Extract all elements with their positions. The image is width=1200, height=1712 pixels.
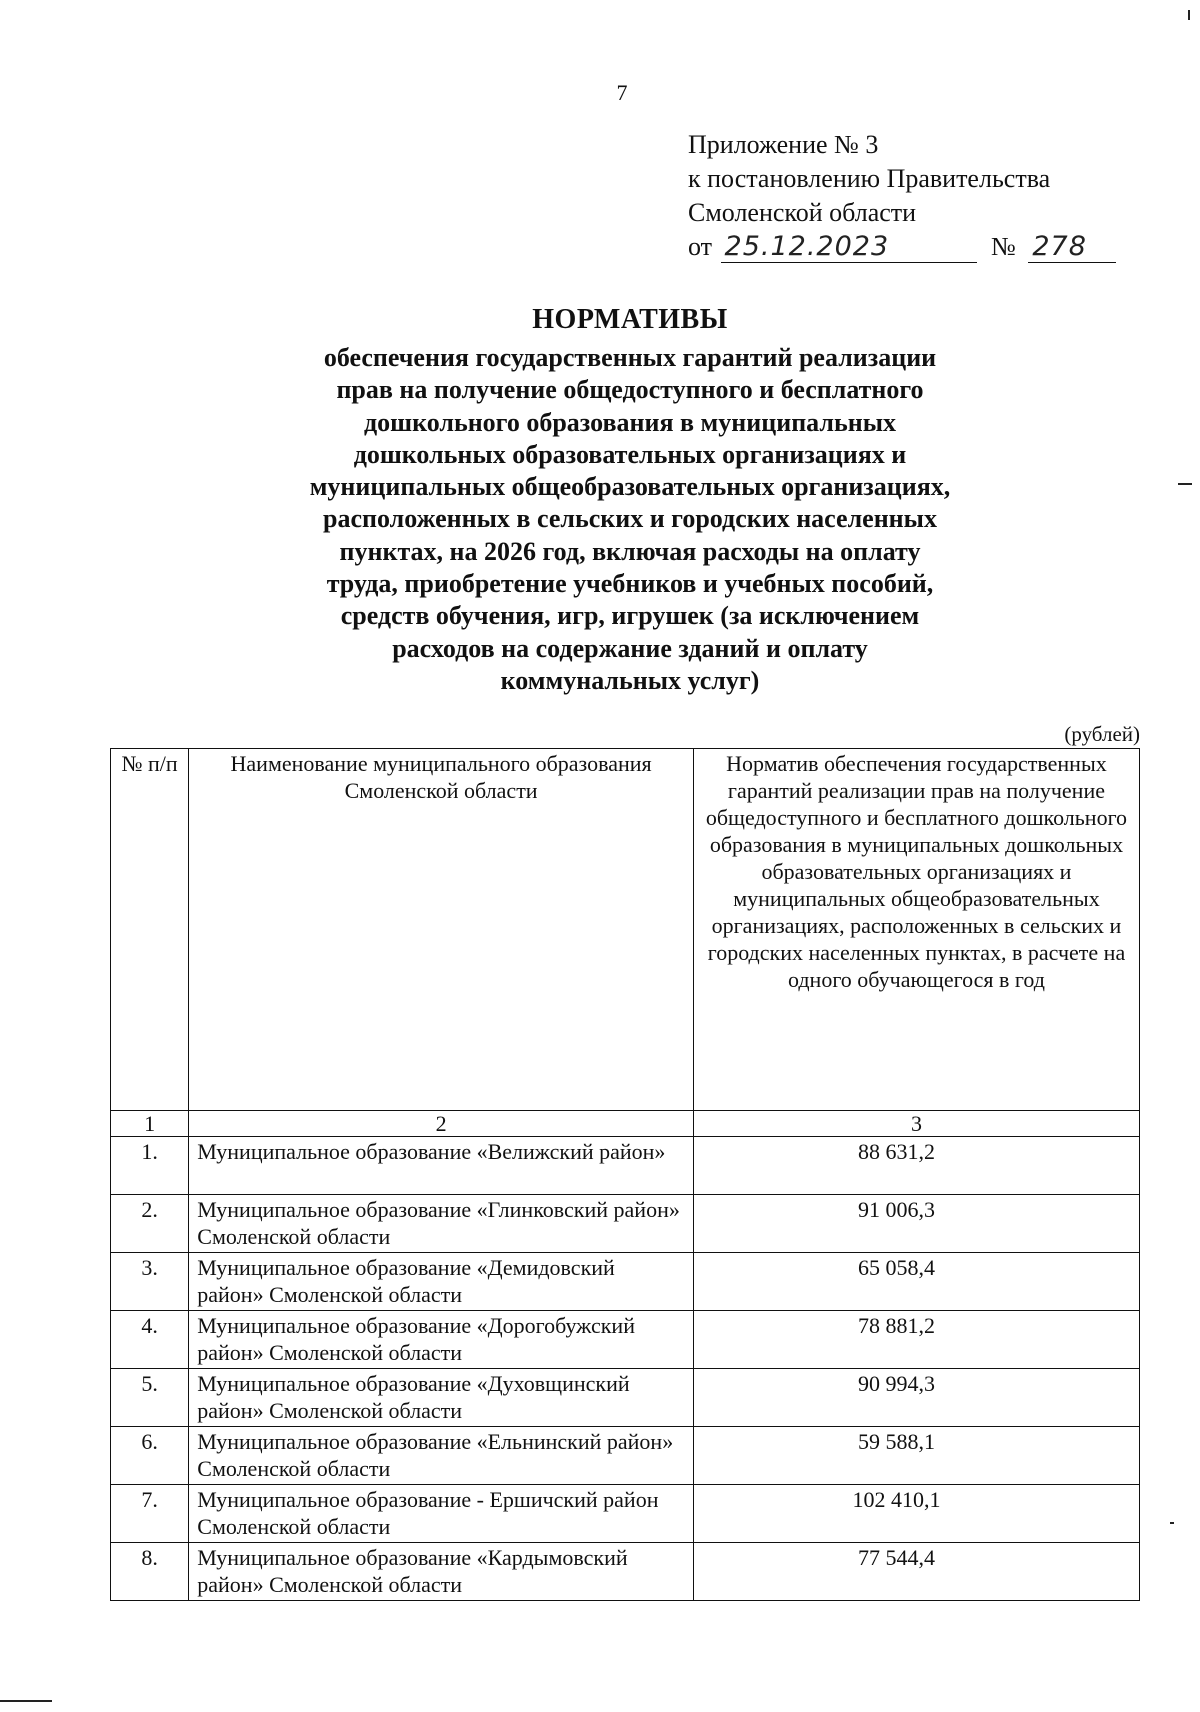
row-value: 90 994,3 <box>693 1369 1139 1427</box>
row-number: 3. <box>111 1253 189 1311</box>
norms-table <box>110 748 1140 1601</box>
title-line: дошкольного образования в муниципальных <box>363 407 897 437</box>
row-value: 88 631,2 <box>693 1137 1139 1195</box>
handwritten-number: 278 <box>1028 232 1116 263</box>
title-line: труда, приобретение учебников и учебных пособий, <box>326 569 934 599</box>
row-municipality: Муниципальное образование «Духовщинский район» Смоленской области <box>189 1369 694 1427</box>
number-sign: № <box>991 232 1016 261</box>
title-line: расположенных в сельских и городских населенных <box>323 504 937 534</box>
header-number: № п/п <box>111 749 189 1111</box>
title-line: коммунальных услуг) <box>500 665 760 695</box>
appendix-reference: к постановлению Правительства <box>688 164 1051 193</box>
row-number: 4. <box>111 1311 189 1369</box>
table-row <box>111 1543 1140 1601</box>
appendix-date-line <box>688 230 1128 264</box>
date-prefix: от <box>688 232 713 261</box>
row-municipality: Муниципальное образование «Демидовский район» Смоленской области <box>189 1253 694 1311</box>
row-municipality: Муниципальное образование «Велижский район» <box>189 1137 694 1195</box>
page-number: 7 <box>616 80 628 105</box>
appendix-title: Приложение № 3 <box>688 130 879 159</box>
title-subtitle <box>250 342 1010 697</box>
row-number: 8. <box>111 1543 189 1601</box>
scan-edge-mark <box>0 1700 52 1702</box>
document-title <box>250 302 1010 697</box>
index-cell: 2 <box>189 1111 694 1137</box>
handwritten-date: 25.12.2023 <box>721 232 977 263</box>
title-line: муниципальных общеобразовательных организациях, <box>309 472 951 502</box>
row-number: 5. <box>111 1369 189 1427</box>
row-municipality: Муниципальное образование - Ершичский район Смоленской области <box>189 1485 694 1543</box>
row-value: 77 544,4 <box>693 1543 1139 1601</box>
table-row <box>111 1369 1140 1427</box>
row-value: 91 006,3 <box>693 1195 1139 1253</box>
row-value: 59 588,1 <box>693 1427 1139 1485</box>
index-cell: 3 <box>693 1111 1139 1137</box>
title-line: дошкольных образовательных организациях и <box>353 439 907 469</box>
row-number: 6. <box>111 1427 189 1485</box>
row-municipality: Муниципальное образование «Глинковский район» Смоленской области <box>189 1195 694 1253</box>
index-cell: 1 <box>111 1111 189 1137</box>
row-number: 2. <box>111 1195 189 1253</box>
title-line: расходов на содержание зданий и оплату <box>392 633 868 663</box>
title-main: НОРМАТИВЫ <box>532 304 728 335</box>
scan-edge-mark <box>1188 10 1190 20</box>
row-number: 1. <box>111 1137 189 1195</box>
table-row <box>111 1195 1140 1253</box>
row-municipality: Муниципальное образование «Ельнинский район» Смоленской области <box>189 1427 694 1485</box>
title-line: средств обучения, игр, игрушек (за исключением <box>340 601 920 631</box>
row-value: 78 881,2 <box>693 1311 1139 1369</box>
table-row <box>111 1485 1140 1543</box>
title-line: пунктах, на 2026 год, включая расходы на оплату <box>339 536 921 566</box>
table-row <box>111 1253 1140 1311</box>
row-number: 7. <box>111 1485 189 1543</box>
appendix-region: Смоленской области <box>688 198 917 227</box>
row-municipality: Муниципальное образование «Кардымовский район» Смоленской области <box>189 1543 694 1601</box>
table-row <box>111 1427 1140 1485</box>
header-municipality: Наименование муниципального образования Смоленской области <box>189 749 694 1111</box>
title-line: обеспечения государственных гарантий реализации <box>323 343 937 372</box>
row-municipality: Муниципальное образование «Дорогобужский район» Смоленской области <box>189 1311 694 1369</box>
title-line: прав на получение общедоступного и бесплатного <box>336 375 924 405</box>
table-header-row <box>111 749 1140 1111</box>
row-value: 65 058,4 <box>693 1253 1139 1311</box>
unit-label: (рублей) <box>1064 722 1140 746</box>
scan-edge-mark <box>1178 483 1192 485</box>
table-index-row <box>111 1111 1140 1137</box>
table-row <box>111 1137 1140 1195</box>
table-row <box>111 1311 1140 1369</box>
row-value: 102 410,1 <box>693 1485 1139 1543</box>
header-norm: Норматив обеспечения государственных гарантий реализации прав на получение общедоступного и бесплатного дошкольного образования в муниципальных дошкольных образовательных организациях и муниципальных общеобразовательных организациях, расположенных в сельских и городских населенных пунктах, в расчете на одного обучающегося в год <box>693 749 1139 1111</box>
scan-edge-mark <box>1170 1522 1174 1524</box>
appendix-block <box>688 128 1128 264</box>
